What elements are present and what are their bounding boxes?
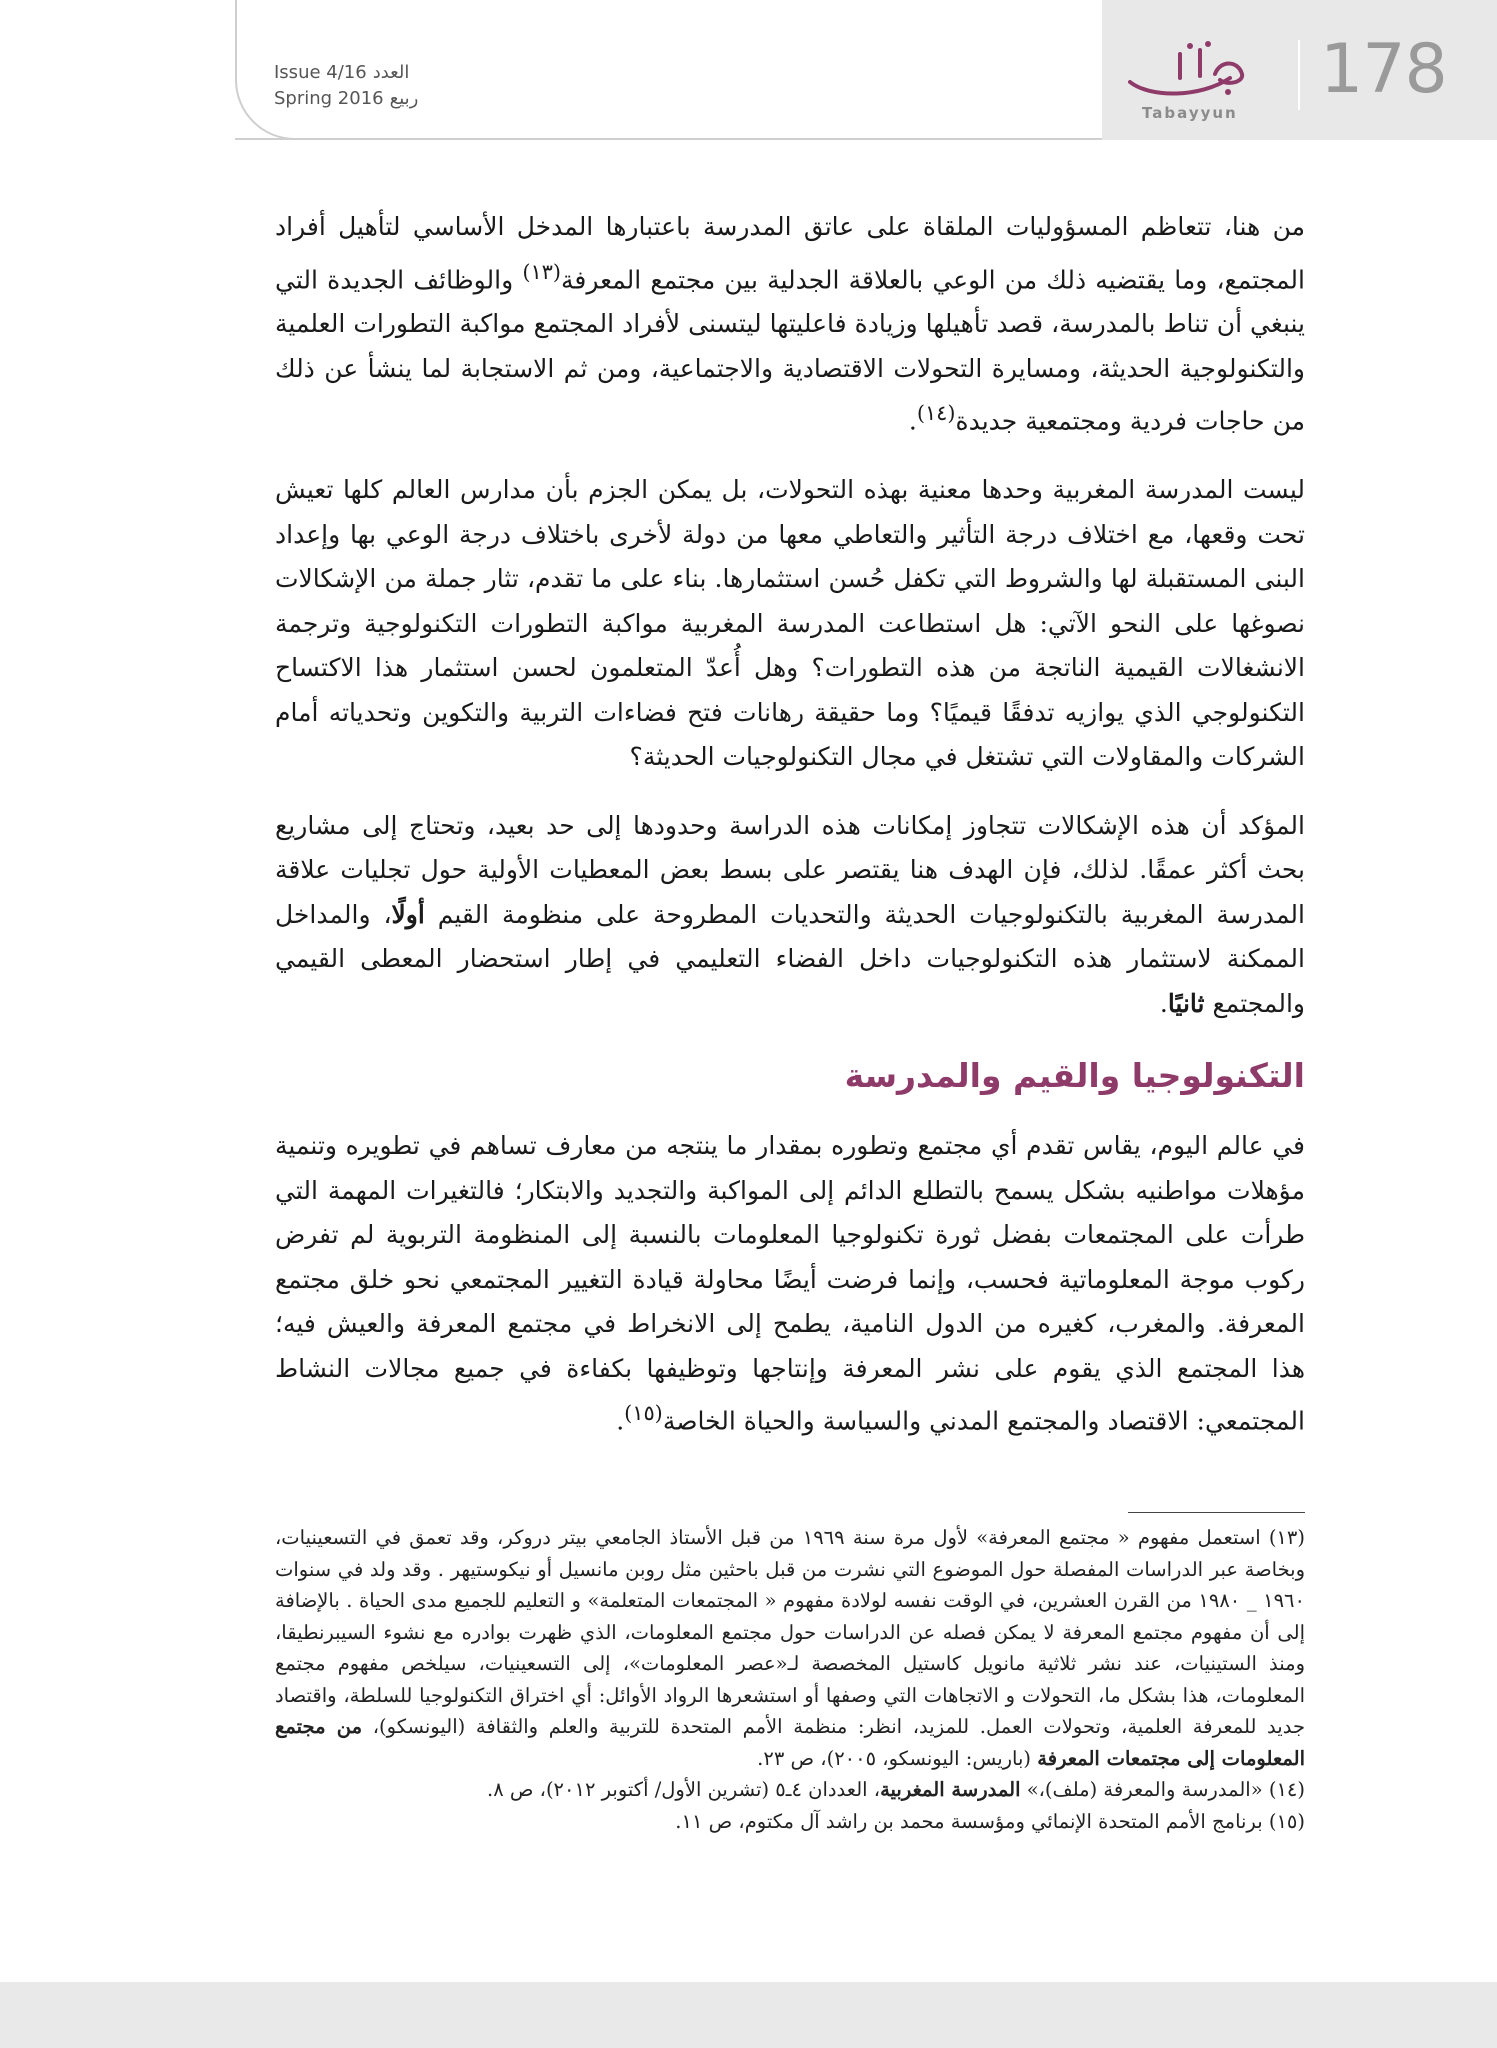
paragraph-3 <box>275 804 1305 1027</box>
footnote-15: (١٥) برنامج الأمم المتحدة الإنمائي ومؤسسة محمد بن راشد آل مكتوم، ص ١١. <box>675 1809 1305 1833</box>
issue-row <box>274 60 454 86</box>
issue-en: Issue 4/16 <box>274 62 367 83</box>
brand-latin: Tabayyun <box>1142 104 1238 122</box>
paragraph-1 <box>275 205 1305 444</box>
footer-band <box>0 1982 1497 2048</box>
p4-text: في عالم اليوم، يقاس تقدم أي مجتمع وتطوره بمقدار ما ينتجه من معارف تساهم في تطويره وتنمية مؤهلات مواطنيه بشكل يسمح بالتطلع الدائم إلى المواكبة والتجديد والابتكار؛ فالتغيرات المهمة التي طرأت على المجتمعات بفضل ثورة تكنولوجيا المعلومات بالنسبة إلى المنظومة التربوية لم تفرض ركوب موجة المعلوماتية فحسب، وإنما فرضت أيضًا محاولة قيادة التغيير المجتمعي نحو خلق مجتمع المعرفة. والمغرب، كغيره من الدول النامية، يطمح إلى الانخراط في مجتمع المعرفة والعيش فيه؛ هذا المجتمع الذي يقوم على نشر المعرفة وإنتاجها وتوظيفها بكفاءة في جميع مجالات النشاط المجتمعي: الاقتصاد والمجتمع المدني والسياسة والحياة الخاصة <box>275 1131 1305 1436</box>
p3-second: ثانيًا <box>1167 988 1205 1018</box>
fn13-title: من مجتمع المعلومات إلى مجتمعات المعرفة <box>275 1715 1305 1770</box>
fn13-text: (١٣) استعمل مفهوم « مجتمع المعرفة» لأول مرة سنة ١٩٦٩ من قبل الأستاذ الجامعي بيتر دروكر، وقد تعمق في التسعينيات، وبخاصة عبر الدراسات المفصلة حول الموضوع التي نشرت من قبل باحثين مثل روبن مانسيل أو نيكوستيهر . وقد ولد في سنوات ١٩٦٠ _ ١٩٨٠ من القرن العشرين، في الوقت نفسه لولادة مفهوم « المجتمعات المتعلمة» و التعليم للجميع مدى الحياة . بالإضافة إلى أن مفهوم مجتمع المعرفة لا يمكن فصله عن الدراسات حول مجتمع المعلومات، الذي ظهرت بوادره مع نشوء السيبرنطيقا، ومنذ الستينيات، عند نشر ثلاثية مانويل كاستيل المخصصة لـ«عصر المعلومات»، إلى التسعينيات، سيلخص مفهوم مجتمع المعلومات، هذا بشكل ما، التحولات و الاتجاهات التي وصفها أو استشعرها الرواد الأوائل: أي اختراق التكنولوجيا للسلطة، واقتصاد جديد للمعرفة العلمية، وتحولات العمل. للمزيد، انظر: منظمة الأمم المتحدة للتربية والعلم والثقافة (اليونسكو)، <box>275 1526 1305 1738</box>
paragraph-2: ليست المدرسة المغربية وحدها معنية بهذه التحولات، بل يمكن الجزم بأن مدارس العالم كلها تعيش تحت وقعها، مع اختلاف درجة التأثير والتعاطي معها من دولة لأخرى باختلاف درجة الوعي بها وإعداد البنى المستقبلة لها والشروط التي تكفل حُسن استثمارها. بناء على ما تقدم، تثار جملة من الإشكالات نصوغها على النحو الآتي: هل استطاعت المدرسة المغربية مواكبة التطورات التكنولوجية وترجمة الانشغالات القيمية الناتجة من هذه التطورات؟ وهل أُعدّ المتعلمون لحسن استثمار هذا الاكتساح التكنولوجي الذي يوازيه تدفقًا قيميًا؟ وما حقيقة رهانات فتح فضاءات التربية والتكوين وتحدياته أمام الشركات والمقاولات التي تشتغل في مجال التكنولوجيات الحديثة؟ <box>275 475 1305 772</box>
fn14-text-a: (١٤) «المدرسة والمعرفة (ملف)،» <box>1020 1778 1305 1801</box>
p1-text-cont: والوظائف الجديدة التي ينبغي أن تناط بالمدرسة، قصد تأهيلها وزيادة فاعليتها ليتسنى لأفراد المجتمع مواكبة التطورات العلمية والتكنولوجية الحديثة، ومسايرة التحولات الاقتصادية والاجتماعية، ومن ثم الاستجابة لما ينشأ عن ذلك من حاجات فردية ومجتمعية جديدة <box>275 264 1305 436</box>
p3-end: . <box>1159 988 1168 1018</box>
paragraph-4 <box>275 1124 1305 1444</box>
article-body <box>275 205 1305 1444</box>
brand-divider <box>1298 40 1300 110</box>
footnote-ref-15[interactable]: (١٥) <box>624 1401 663 1426</box>
fn14-title: المدرسة المغربية <box>880 1778 1021 1801</box>
p1-end: . <box>908 406 917 436</box>
p1-text: من هنا، تتعاظم المسؤوليات الملقاة على عاتق المدرسة باعتبارها المدخل الأساسي لتأهيل أفراد المجتمع، وما يقتضيه ذلك من الوعي بالعلاقة الجدلية بين مجتمع المعرفة <box>275 212 1305 294</box>
season-row <box>274 86 454 112</box>
footnote-14 <box>275 1774 1305 1806</box>
issue-ar: العدد <box>372 62 410 83</box>
footnote-separator <box>1128 1512 1305 1513</box>
header-divider <box>235 138 1115 140</box>
issue-info <box>274 60 454 112</box>
fn14-text-b: ، العددان ٤ـ٥ (تشرين الأول/ أكتوبر ٢٠١٢)، ص ٨. <box>486 1778 881 1801</box>
p3-first: أولًا <box>391 899 425 929</box>
footnotes <box>275 1522 1305 1837</box>
p4-end: . <box>616 1406 625 1436</box>
fn13-end: (باريس: اليونسكو، ٢٠٠٥)، ص ٢٣. <box>757 1746 1038 1770</box>
footnote-13 <box>275 1522 1305 1774</box>
section-heading: التكنولوجيا والقيم والمدرسة <box>844 1056 1305 1096</box>
journal-logo-icon <box>1120 40 1260 100</box>
page-number: 178 <box>1320 30 1447 109</box>
p3-text-b: ، والمداخل الممكنة لاستثمار هذه التكنولوجيات داخل الفضاء التعليمي في إطار استحضار المعطى القيمي والمجتمع <box>275 899 1305 1018</box>
season-en: Spring 2016 <box>274 88 384 109</box>
footnote-ref-13[interactable]: (١٣) <box>522 259 561 284</box>
footnote-ref-14[interactable]: (١٤) <box>916 401 956 426</box>
season-ar: ربيع <box>389 88 419 109</box>
p3-text-a: المؤكد أن هذه الإشكالات تتجاوز إمكانات هذه الدراسة وحدودها إلى حد بعيد، وتحتاج إلى مشاريع بحث أكثر عمقًا. لذلك، فإن الهدف هنا يقتصر على بسط بعض المعطيات الأولية حول تجليات علاقة المدرسة المغربية بالتكنولوجيات الحديثة والتحديات المطروحة على منظومة القيم <box>275 810 1305 929</box>
page-header <box>0 0 1497 140</box>
